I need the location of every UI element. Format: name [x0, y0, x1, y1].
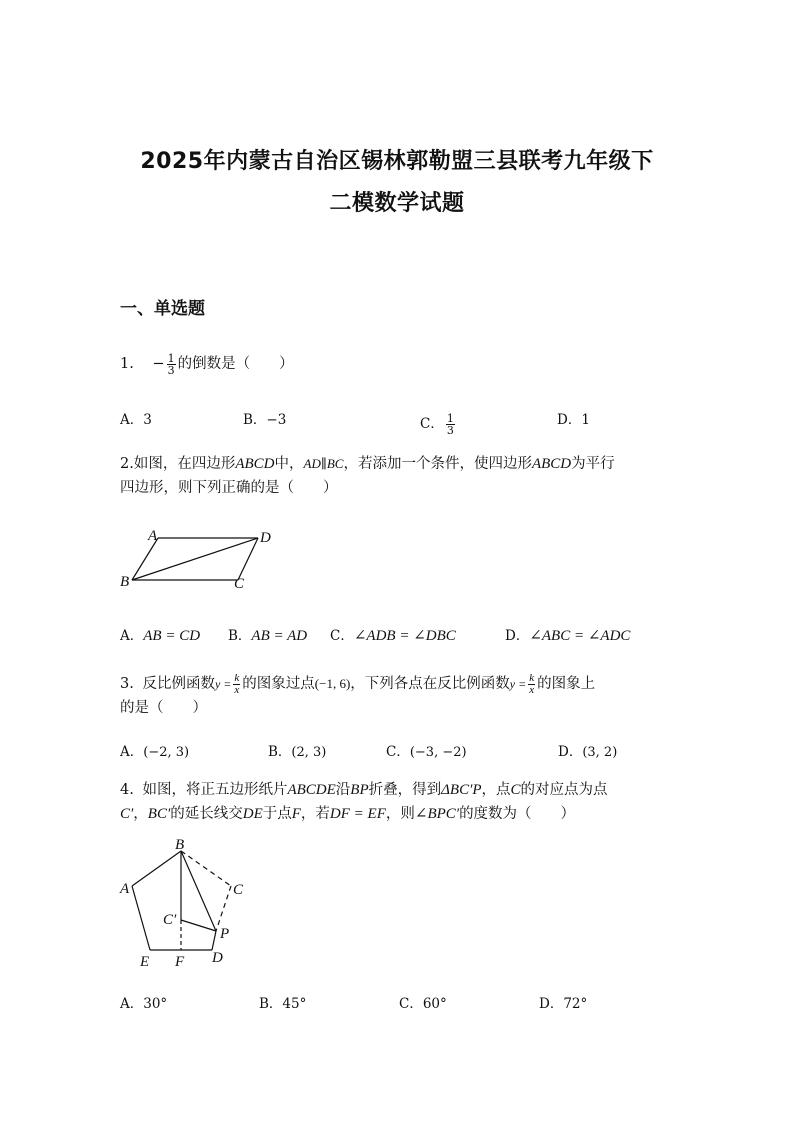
- q3-option-c[interactable]: C．(−3, −2): [386, 744, 467, 760]
- q4-edge-pd: [212, 931, 216, 950]
- q4-segment-cprime-p: [181, 920, 216, 931]
- q4-option-a[interactable]: A．30°: [120, 996, 168, 1012]
- question-2: 2.如图，在四边形ABCD中，AD∥BC，若添加一个条件，使四边形ABCD为平行 四边形，则下列正确的是（ ）: [120, 456, 615, 496]
- q4-edge-ab: [132, 851, 181, 886]
- q2-segment-cd: [238, 538, 258, 580]
- q4-edge-cp-dashed: [216, 886, 231, 931]
- q4-edge-ea: [132, 886, 150, 950]
- q2-label-d: D: [260, 530, 271, 546]
- q3-option-b[interactable]: B．(2, 3): [268, 744, 327, 760]
- title-line-2: 二模数学试题: [329, 191, 465, 216]
- q2-label-a: A: [148, 528, 158, 544]
- question-1: [120, 352, 680, 376]
- q2-option-a[interactable]: A．AB = CD: [120, 628, 201, 644]
- q2-diagonal-bd: [132, 538, 258, 580]
- q2-label-c: C: [234, 576, 245, 592]
- q4-label-c: C: [233, 882, 244, 898]
- q4-figure-pentagon: [110, 838, 270, 973]
- q4-option-d[interactable]: D．72°: [539, 996, 588, 1012]
- q1-option-d[interactable]: D．1: [557, 412, 590, 428]
- q2-option-c[interactable]: C．∠ADB = ∠DBC: [330, 628, 456, 644]
- question-3: 3. 反比例函数y = $\frac{k}{x}$ 的图象过点(−1, 6)，下列各点在反比例函数y = $\frac{k}{x}$ 的图象上 的是（ ）: [120, 671, 596, 716]
- q2-option-d[interactable]: D．∠ABC = ∠ADC: [505, 628, 631, 644]
- q1-fraction: $\frac{1}{3}$: [167, 351, 175, 377]
- q4-option-c[interactable]: C．60°: [399, 996, 447, 1012]
- q2-option-b[interactable]: B．AB = AD: [228, 628, 308, 644]
- q4-label-a: A: [120, 881, 130, 897]
- q2-label-b: B: [120, 574, 130, 590]
- q1-number: 1.: [120, 356, 134, 372]
- q4-option-b[interactable]: B．45°: [259, 996, 307, 1012]
- q2-figure-quadrilateral: [110, 520, 290, 595]
- q4-label-p: P: [220, 926, 230, 942]
- q1-option-b[interactable]: B．−3: [243, 412, 287, 428]
- q4-label-f: F: [175, 954, 185, 970]
- q1-option-a[interactable]: A．3: [120, 412, 152, 428]
- title-line-1: 2025年内蒙古自治区锡林郭勒盟三县联考九年级下: [140, 149, 654, 174]
- q1-option-c[interactable]: C． $\frac{1}{3}$: [420, 412, 454, 437]
- q1-text: 的倒数是（ ）: [177, 356, 294, 372]
- q4-label-b: B: [175, 838, 185, 853]
- q4-label-d: D: [212, 950, 223, 966]
- q3-option-a[interactable]: A．(−2, 3): [120, 744, 190, 760]
- q4-label-cprime: C′: [163, 912, 177, 928]
- section-heading: 一、单选题: [120, 299, 205, 319]
- q1-minus: −: [152, 356, 165, 372]
- q3-option-d[interactable]: D．(3, 2): [558, 744, 618, 760]
- q4-label-e: E: [140, 954, 150, 970]
- q2-segment-ab: [132, 538, 158, 580]
- question-4: 4. 如图，将正五边形纸片ABCDE沿BP折叠，得到ΔBC′P，点C的对应点为点 C′，BC′的延长线交DE于点F，若DF = EF，则∠BPC′的度数为（ ）: [120, 782, 608, 822]
